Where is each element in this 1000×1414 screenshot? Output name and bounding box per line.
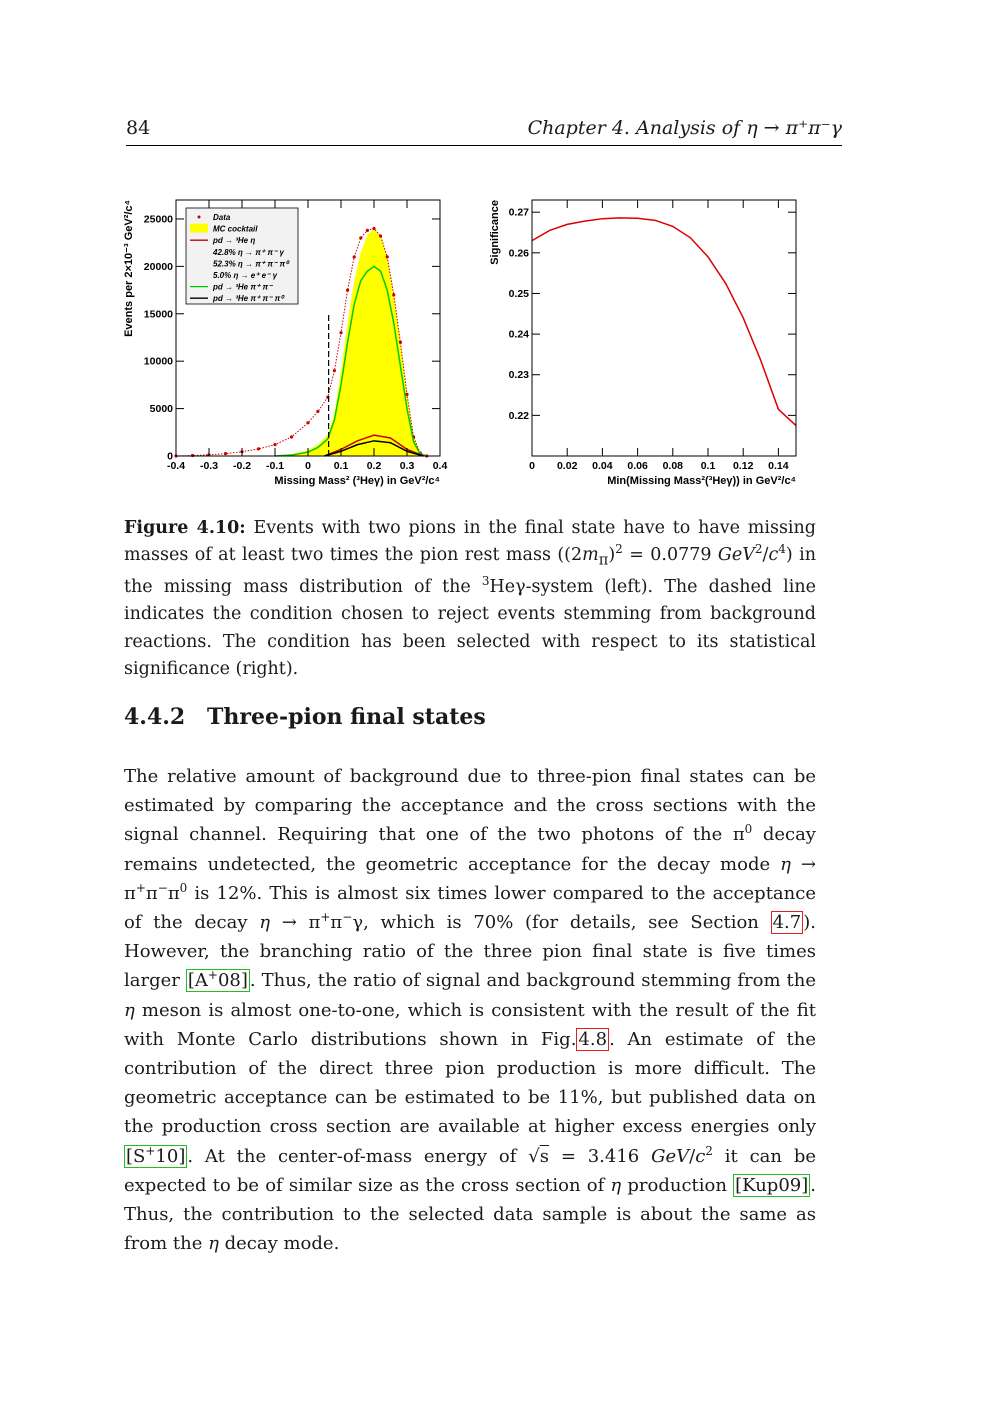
figure-caption-label: Figure 4.10: [124,518,246,538]
y-axis-label: Events per 2×10⁻³ GeV²/c⁴ [123,200,135,337]
x-tick-label: -0.4 [166,460,186,472]
chapter-title: Chapter 4. Analysis of η → π⁺π⁻γ [527,117,842,139]
y-tick-label: 0.25 [508,287,529,300]
x-tick-label: 0 [305,460,311,472]
y-tick-label: 0.27 [508,206,529,219]
body-paragraph: The relative amount of background due to three-pion final states can be estimated by comparing the acceptance and the cross sections with the signal channel. Requiring that one of the two photons of the $\pi^0$ decay remains undetected, the geometric acceptance for the decay mode $\eta \to \pi^+\pi^-\pi^0$ is 12%. This is almost six times lower compared to the acceptance of the decay η → π+π−γ, which is 70% (for details, see Section 4.7 ). However, the branching ratio of the three pion final state is five times larger [A+08] . Thus, the ratio of signal and background stemming from the η meson is almost one-to-one, which is consistent with the result of the fit with Monte Carlo distributions shown in Fig. 4.8 . An estimate of the contribution of the direct three pion production is more difficult. The geometric acceptance can be estimated to be 11%, but published data on the production cross section are available at higher excess energies only [S+10] . At the center-of-mass energy of √s = 3.416 GeV/$c^2$ it can be expected to be of similar size as the cross section of η production [Kup09] . Thus, the contribution to the selected data sample is about the same as from the η decay mode. [124,766,817,1255]
legend-label: 42.8% η → π⁺ π⁻ γ [213,247,284,257]
legend-label: pd → ³He π⁺ π⁻ [213,282,273,292]
x-tick-label: 0.06 [627,460,648,472]
x-tick-label: -0.3 [199,460,219,472]
x-axis-label: Missing Mass² (³Heγ) in GeV²/c⁴ [274,475,440,487]
legend-swatch [190,224,208,233]
legend-label: MC cocktail [213,224,258,234]
x-tick-label: 0 [529,460,535,472]
page-header [126,115,842,146]
legend-label: 5.0% η → e⁺ e⁻ γ [213,271,278,280]
x-tick-label: 0.12 [732,460,754,472]
legend-swatch [198,216,201,219]
x-tick-label: 0.2 [366,460,382,472]
missing-mass-histogram [120,190,460,490]
x-tick-label: -0.2 [232,460,252,472]
y-tick-label: 5000 [149,403,173,416]
x-tick-label: 0.14 [768,460,789,472]
section-heading [124,704,486,730]
y-tick-label: 0.24 [508,328,529,341]
series-line [532,218,796,426]
x-tick-label: 0.1 [700,460,716,472]
x-tick-label: 0.08 [662,460,684,472]
section-title: Three-pion final states [207,704,486,730]
y-axis-label: Significance [489,200,501,265]
significance-plot [480,190,820,490]
x-tick-label: 0.1 [333,460,349,472]
page-number: 84 [126,117,151,139]
legend-label: 52.3% η → π⁺ π⁻ π⁰ [213,259,289,269]
y-tick-label: 15000 [143,308,173,321]
figure-caption [124,515,816,683]
x-tick-label: 0.3 [399,460,415,472]
figure-caption-text: Events with two pions in the final state have to have missing masses of at least two times the pion rest mass ($(2m_\pi)^2 = 0.0779$ $GeV^2/c^4$) in the missing mass distribution of the $^3$Heγ-system (left). The dashed line indicates the condition chosen to reject events stemming from background reactions. The condition has been selected with respect to its statistical significance (right). [124,518,816,679]
y-tick-label: 25000 [143,213,173,226]
y-tick-label: 0.22 [508,409,529,422]
y-tick-label: 0 [167,450,173,463]
x-tick-label: 0.4 [432,460,448,472]
y-tick-label: 0.26 [508,247,529,260]
legend-label: Data [213,213,231,222]
section-number: 4.4.2 [124,704,186,730]
x-tick-label: -0.1 [265,460,285,472]
legend-label: pd → ³He η [213,236,256,246]
x-axis-label: Min(Missing Mass²(³Heγ)) in GeV²/c⁴ [607,475,796,487]
x-tick-label: 0.02 [556,460,578,472]
plot-frame [532,200,796,456]
y-tick-label: 0.23 [508,369,529,382]
y-tick-label: 10000 [143,355,173,368]
x-tick-label: 0.04 [592,460,613,472]
legend-label: pd → ³He π⁺ π⁻ π⁰ [213,294,284,304]
y-tick-label: 20000 [143,260,173,273]
